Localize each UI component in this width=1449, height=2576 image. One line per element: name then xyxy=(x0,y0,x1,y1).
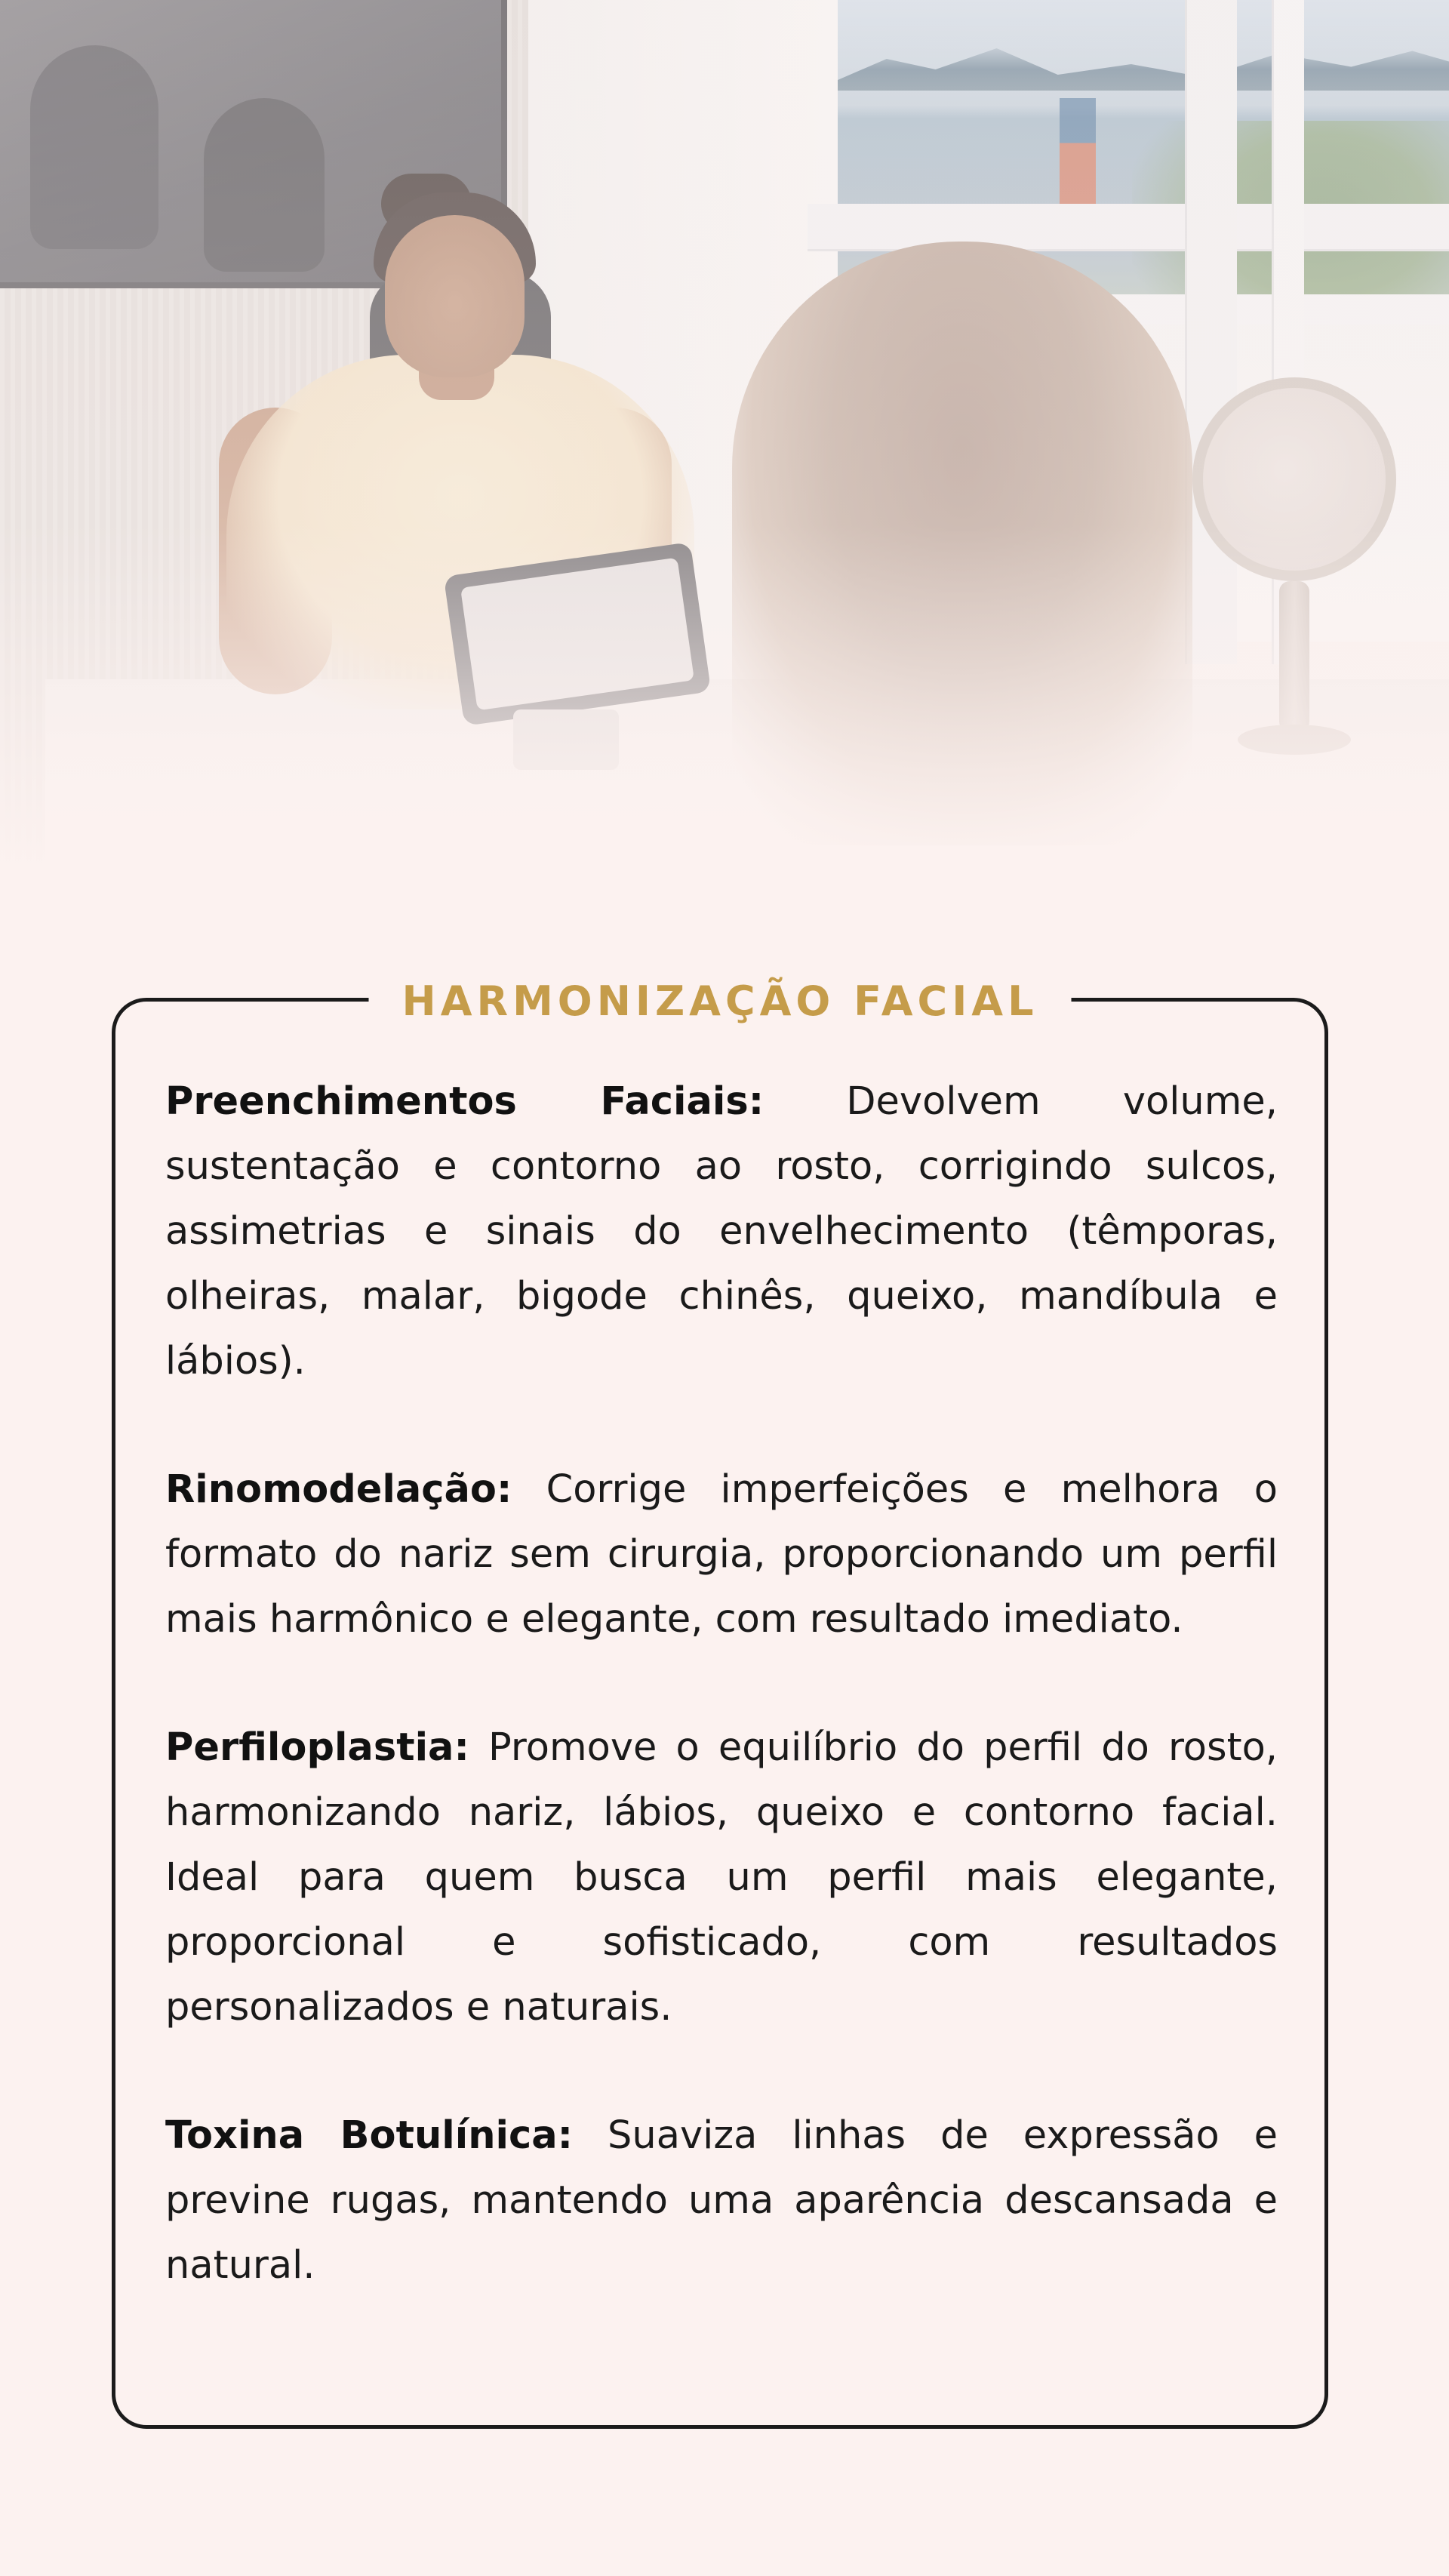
treatment-description: Suaviza linhas de expressão e previne rugas, mantendo uma aparência descansada e natural. xyxy=(165,2113,1278,2288)
treatments-list xyxy=(165,1069,1278,2298)
treatment-name: Toxina Botulínica: xyxy=(165,2113,574,2158)
fade-overlay xyxy=(0,0,1449,876)
treatment-name: Rinomodelação: xyxy=(165,1467,512,1512)
treatment-description: Corrige imperfeições e melhora o formato do nariz sem cirurgia, proporcionando um perfil mais harmônico e elegante, com resultado imediato. xyxy=(165,1467,1278,1642)
treatments-card xyxy=(112,977,1328,2429)
treatment-name: Perfiloplastia: xyxy=(165,1725,469,1770)
hero-photo xyxy=(0,0,1449,876)
treatment-name: Preenchimentos Faciais: xyxy=(165,1079,764,1124)
treatment-description: Promove o equilíbrio do perfil do rosto, harmonizando nariz, lábios, queixo e contorno facial. Ideal para quem busca um perfil mais elegante, proporcional e sofisticado, com resultados personalizados e naturais. xyxy=(165,1725,1278,2030)
treatment-item xyxy=(165,2104,1278,2298)
treatment-item xyxy=(165,1069,1278,1394)
treatment-description: Devolvem volume, sustentação e contorno ao rosto, corrigindo sulcos, assimetrias e sinais do envelhecimento (têmporas, olheiras, malar, bigode chinês, queixo, mandíbula e lábios). xyxy=(165,1079,1278,1383)
treatment-item xyxy=(165,1716,1278,2040)
treatment-item xyxy=(165,1457,1278,1652)
section-title: HARMONIZAÇÃO FACIAL xyxy=(369,979,1072,1024)
